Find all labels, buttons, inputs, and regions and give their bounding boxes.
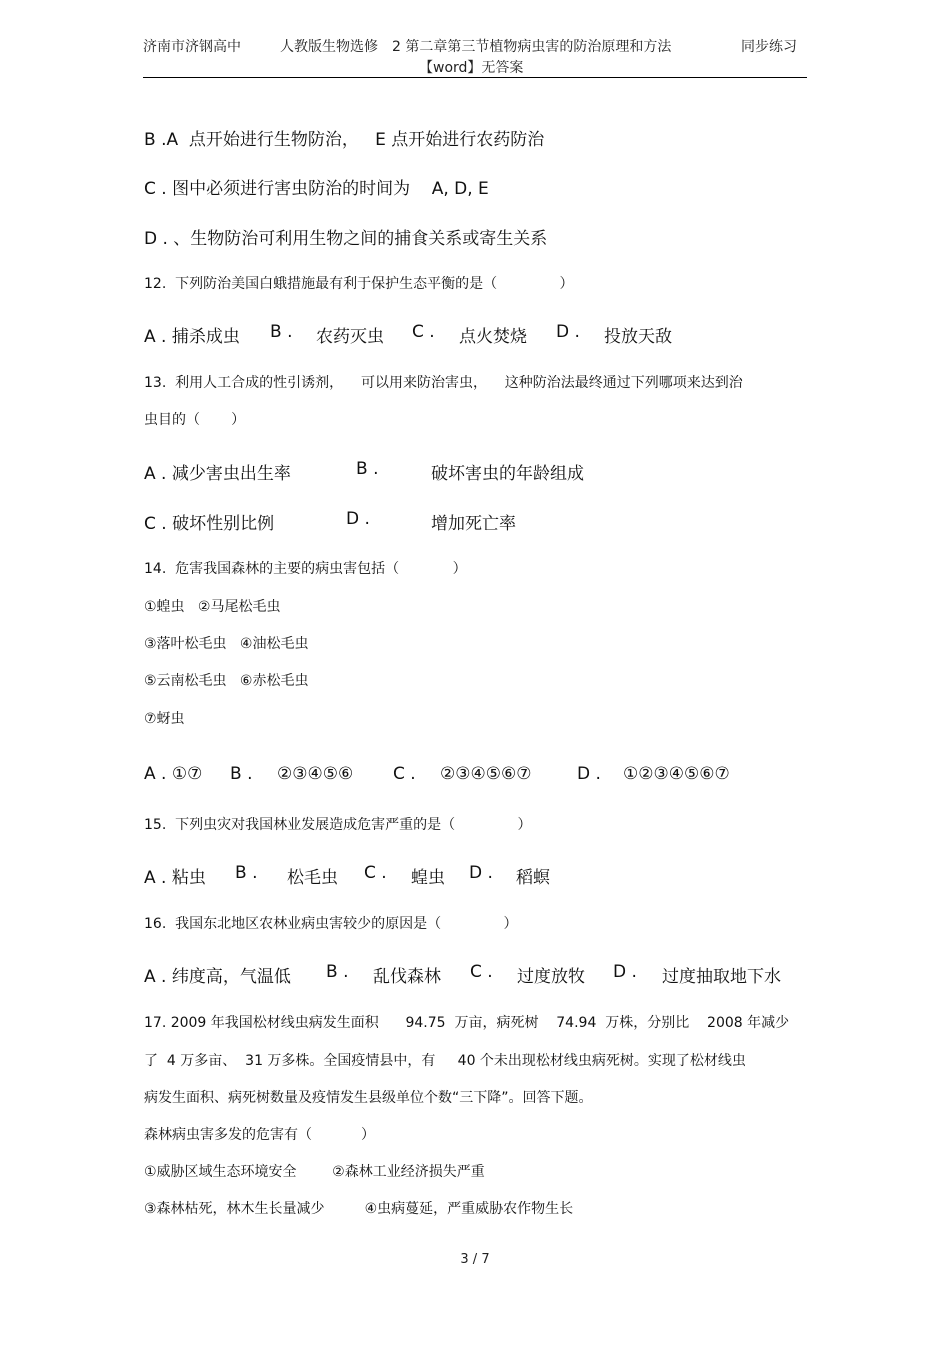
q16-option: C . — [470, 962, 493, 982]
q13-stem-line2: 虫目的（ ） — [144, 412, 246, 428]
q13-stem-line1: 13. 利用人工合成的性引诱剂， 可以用来防治害虫， 这种防治法最终通过下列哪项来达到治 — [144, 375, 743, 391]
q14-option: C . — [393, 764, 416, 784]
q16-option: 过度放牧 — [517, 967, 585, 987]
q13-option: 破坏害虫的年龄组成 — [431, 464, 584, 484]
q11-option-d: D . 、生物防治可利用生物之间的捕食关系或寄生关系 — [144, 229, 548, 249]
q16-option: 乱伐森林 — [373, 967, 441, 987]
q14-item: ⑤云南松毛虫 ⑥赤松毛虫 — [144, 673, 309, 689]
q17-stem-line1: 17. 2009 年我国松材线虫病发生面积 94.75 万亩，病死树 74.94 万株，分别比 2008 年减少 — [144, 1015, 790, 1031]
q12-option: 农药灭虫 — [316, 327, 384, 347]
q17-stem-line2: 了 4 万多亩、 31 万多株。全国疫情县中，有 40 个未出现松材线虫病死树。实现了松材线虫 — [144, 1053, 746, 1069]
q14-item: ③落叶松毛虫 ④油松毛虫 — [144, 636, 309, 652]
q15-option: B . — [235, 863, 258, 883]
q12-option: 点火焚烧 — [459, 327, 527, 347]
q13-option: 增加死亡率 — [431, 514, 516, 534]
q17-item: ③森林枯死，林木生长量减少 ④虫病蔓延，严重威胁农作物生长 — [144, 1201, 574, 1217]
q14-item: ①蝗虫 ②马尾松毛虫 — [144, 599, 281, 615]
q16-option: B . — [326, 962, 349, 982]
q15-option: 蝗虫 — [411, 868, 445, 888]
header-line2: 【word】无答案 — [419, 60, 524, 76]
header-course: 人教版生物选修 2 第二章第三节植物病虫害的防治原理和方法 — [280, 39, 672, 55]
q11-option-c: C . 图中必须进行害虫防治的时间为 A, D, E — [144, 179, 489, 199]
q17-subquestion: 森林病虫害多发的危害有（ ） — [144, 1127, 375, 1143]
q15-option: 松毛虫 — [287, 868, 338, 888]
q12-stem: 12. 下列防治美国白蛾措施最有利于保护生态平衡的是（ ） — [144, 276, 574, 292]
q15-option: A . 粘虫 — [144, 868, 206, 888]
q13-option: C . 破坏性别比例 — [144, 514, 275, 534]
q15-option: C . — [364, 863, 387, 883]
page-number: 3 / 7 — [460, 1252, 490, 1267]
q13-option: B . — [356, 459, 379, 479]
q12-option: 投放天敌 — [604, 327, 672, 347]
q17-stem-line3: 病发生面积、病死树数量及疫情发生县级单位个数“三下降”。回答下题。 — [144, 1090, 593, 1106]
q15-option: 稻螟 — [516, 868, 550, 888]
q12-option: D . — [556, 322, 580, 342]
q15-option: D . — [469, 863, 493, 883]
q13-option: D . — [346, 509, 370, 529]
q16-stem: 16. 我国东北地区农林业病虫害较少的原因是（ ） — [144, 916, 518, 932]
q13-option: A . 减少害虫出生率 — [144, 464, 291, 484]
q12-option: C . — [412, 322, 435, 342]
q11-option-b: B .A 点开始进行生物防治， E 点开始进行农药防治 — [144, 130, 545, 150]
q16-option: D . — [613, 962, 637, 982]
q17-item: ①威胁区域生态环境安全 ②森林工业经济损失严重 — [144, 1164, 485, 1180]
q14-option: ②③④⑤⑥ — [277, 764, 354, 784]
header-rule — [143, 77, 807, 78]
q15-stem: 15. 下列虫灾对我国林业发展造成危害严重的是（ ） — [144, 817, 532, 833]
q14-option: B . — [230, 764, 253, 784]
q14-option: A . ①⑦ — [144, 764, 203, 784]
q12-option: B . — [270, 322, 293, 342]
q12-option: A . 捕杀成虫 — [144, 327, 240, 347]
q14-option: D . — [577, 764, 601, 784]
q14-option: ①②③④⑤⑥⑦ — [623, 764, 730, 784]
q16-option: A . 纬度高，气温低 — [144, 967, 291, 987]
q14-item: ⑦蚜虫 — [144, 711, 185, 727]
q16-option: 过度抽取地下水 — [662, 967, 781, 987]
q14-option: ②③④⑤⑥⑦ — [440, 764, 532, 784]
header-school: 济南市济钢高中 — [143, 39, 241, 55]
header-practice: 同步练习 — [741, 39, 797, 55]
q14-stem: 14. 危害我国森林的主要的病虫害包括（ ） — [144, 561, 467, 577]
